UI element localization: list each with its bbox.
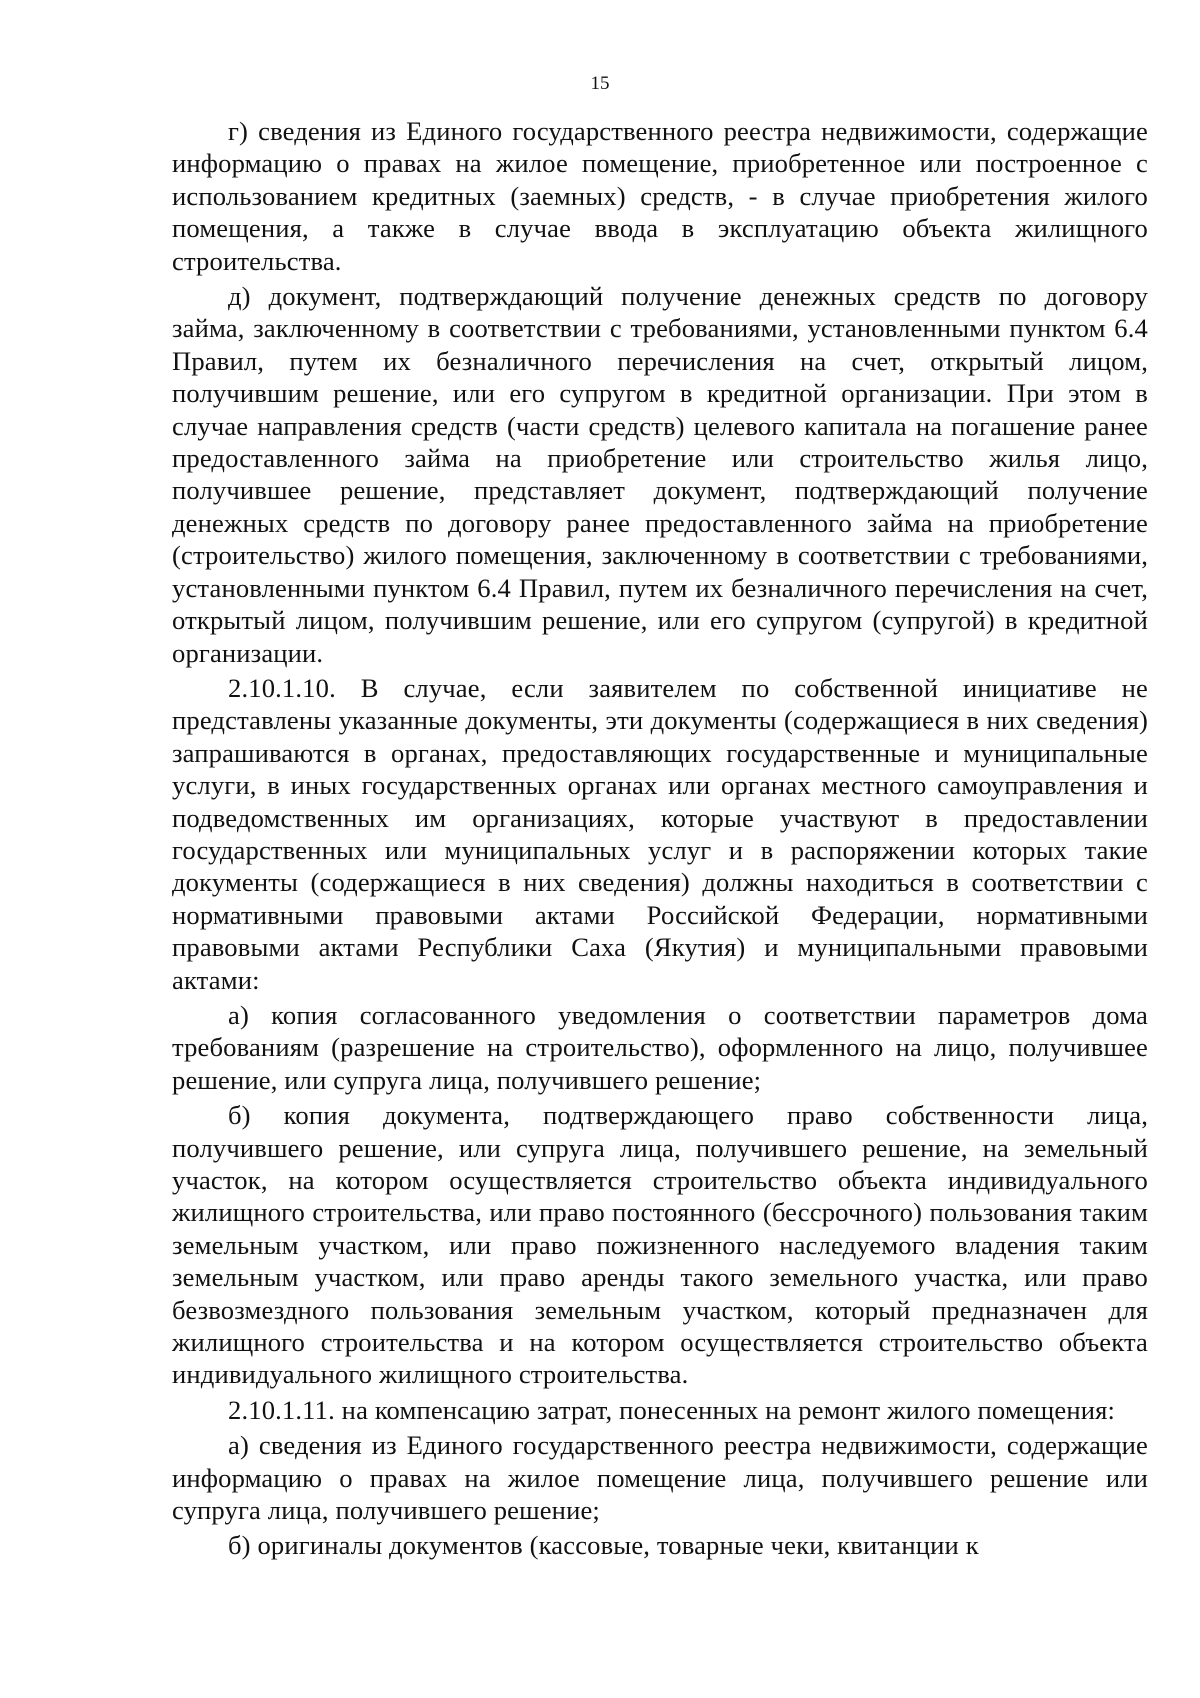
paragraph-d-loan-document: д) документ, подтверждающий получение денежных средств по договору займа, заключенному в соответствии с требованиями, установленными пунктом 6.4 Правил, путем их безналичного перечисления на счет, открытый лицом, получившим решение, или его супругом в кредитной организации. При этом в случае направления средств (части средств) целевого капитала на погашение ранее предоставленного займа на приобретение или строительство жилья лицо, получившее решение, представляет документ, подтверждающий получение денежных средств по договору ранее предоставленного займа на приобретение (строительство) жилого помещения, заключенному в соответствии с требованиями, установленными пунктом 6.4 Правил, путем их безналичного перечисления на счет, открытый лицом, получившим решение, или его супругом (супругой) в кредитной организации. [172, 281, 1148, 668]
paragraph-b-original-documents: б) оригиналы документов (кассовые, товарные чеки, квитанции к [228, 1530, 979, 1561]
paragraph-2-10-1-11: 2.10.1.11. на компенсацию затрат, понесенных на ремонт жилого помещения: [228, 1394, 1116, 1425]
paragraph-g-egrn-info: г) сведения из Единого государственного реестра недвижимости, содержащие информацию о правах на жилое помещение, приобретенное или построенное с использованием кредитных (заемных) средств, - в случае приобретения жилого помещения, а также в случае ввода в эксплуатацию объекта жилищного строительства. [172, 116, 1148, 276]
paragraph-a-notice-copy: а) копия согласованного уведомления о соответствии параметров дома требованиям (разрешение на строительство), оформленного на лицо, получившее решение, или супруга лица, получившего решение; [172, 999, 1148, 1095]
paragraph-b-ownership-copy: б) копия документа, подтверждающего право собственности лица, получившего решение, или супруга лица, получившего решение, на земельный участок, на котором осуществляется строительство объекта индивидуального жилищного строительства, или право постоянного (бессрочного) пользования таким земельным участком, или право пожизненного наследуемого владения таким земельным участком, или право аренды такого земельного участка, или право безвозмездного пользования земельным участком, который предназначен для жилищного строительства и на котором осуществляется строительство объекта индивидуального жилищного строительства. [172, 1100, 1148, 1390]
paragraph-a-egrn-owner: а) сведения из Единого государственного реестра недвижимости, содержащие информацию о правах на жилое помещение лица, получившего решение или супруга лица, получившего решение; [172, 1430, 1148, 1526]
paragraph-2-10-1-10: 2.10.1.10. В случае, если заявителем по собственной инициативе не представлены указанные документы, эти документы (содержащиеся в них сведения) запрашиваются в органах, предоставляющих государственные и муниципальные услуги, в иных государственных органах или органах местного самоуправления и подведомственных им организациях, которые участвуют в предоставлении государственных или муниципальных услуг и в распоряжении которых такие документы (содержащиеся в них сведения) должны находиться в соответствии с нормативными правовыми актами Российской Федерации, нормативными правовыми актами Республики Саха (Якутия) и муниципальными правовыми актами: [172, 672, 1148, 995]
page-number: 15 [590, 73, 610, 94]
document-body [172, 115, 1148, 1563]
